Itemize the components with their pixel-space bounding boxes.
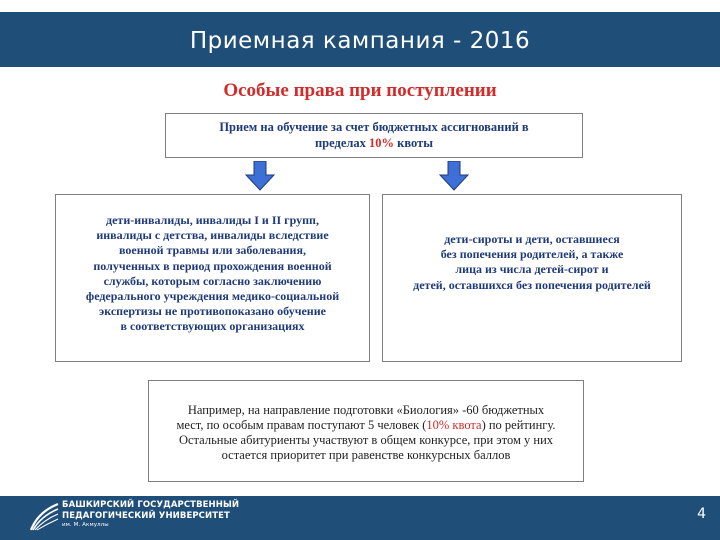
page-number: 4 [697,506,706,522]
orphans-category-line: лица из числа детей-сирот и [455,262,609,277]
example-line-2 [159,418,573,433]
orphans-category-line: без попечения родителей, а также [440,247,624,262]
disabled-category-line: военной травмы или заболевания, [119,243,306,258]
slide-subtitle: Особые права при поступлении [223,80,497,101]
quota-percent: 10% [369,136,395,150]
disabled-category-line: экспертизы не противопоказано обучение [99,304,326,319]
example-quota: 10% квота [426,418,482,432]
university-name-line-1: БАШКИРСКИЙ ГОСУДАРСТВЕННЫЙ [62,500,240,510]
budget-quota-line-2-post: квоты [394,136,434,150]
university-name-line-2: ПЕДАГОГИЧЕСКИЙ УНИВЕРСИТЕТ [62,510,230,521]
disabled-category-line: инвалиды с детства, инвалиды вследствие [96,228,329,243]
example-line-2-post: ) по рейтингу. [481,418,556,432]
university-name [62,500,239,529]
disabled-category-line: службы, которым согласно заключению [103,273,322,288]
disabled-category-line: дети-инвалиды, инвалиды I и II групп, [106,213,319,227]
example-line-4: остается приоритет при равенстве конкурсных баллов [221,448,511,462]
example-box [148,380,584,482]
disabled-category-line: федерального учреждения медико-социальной [85,289,340,304]
university-logo-icon [28,500,62,534]
budget-quota-line-2-pre: пределах [314,136,370,150]
disabled-category-line: полученных в период прохождения военной [93,258,332,273]
example-line-2-pre: мест, по особым правам поступают 5 человек ( [176,418,427,432]
orphans-category-box [382,194,682,362]
disabled-category-box [55,194,370,362]
example-line-3: Остальные абитуриенты участвуют в общем конкурсе, при этом у них [178,433,554,447]
budget-quota-line-2 [176,135,572,151]
university-name-line-3: им. М. Акмуллы [62,522,109,528]
slide-title: Приемная кампания - 2016 [189,28,531,54]
budget-quota-box [165,113,583,158]
budget-quota-line-1: Прием на обучение за счет бюджетных ассигнований в [219,120,529,134]
disabled-category-line: в соответствующих организациях [120,319,305,334]
orphans-category-line: дети-сироты и дети, оставшиеся [444,232,620,246]
down-arrow-icon [439,161,469,191]
example-line-1: Например, на направление подготовки «Биология» -60 бюджетных [187,403,545,417]
orphans-category-line: детей, оставшихся без попечения родителей [413,277,651,292]
down-arrow-icon [245,161,275,191]
header-bar [0,12,720,67]
